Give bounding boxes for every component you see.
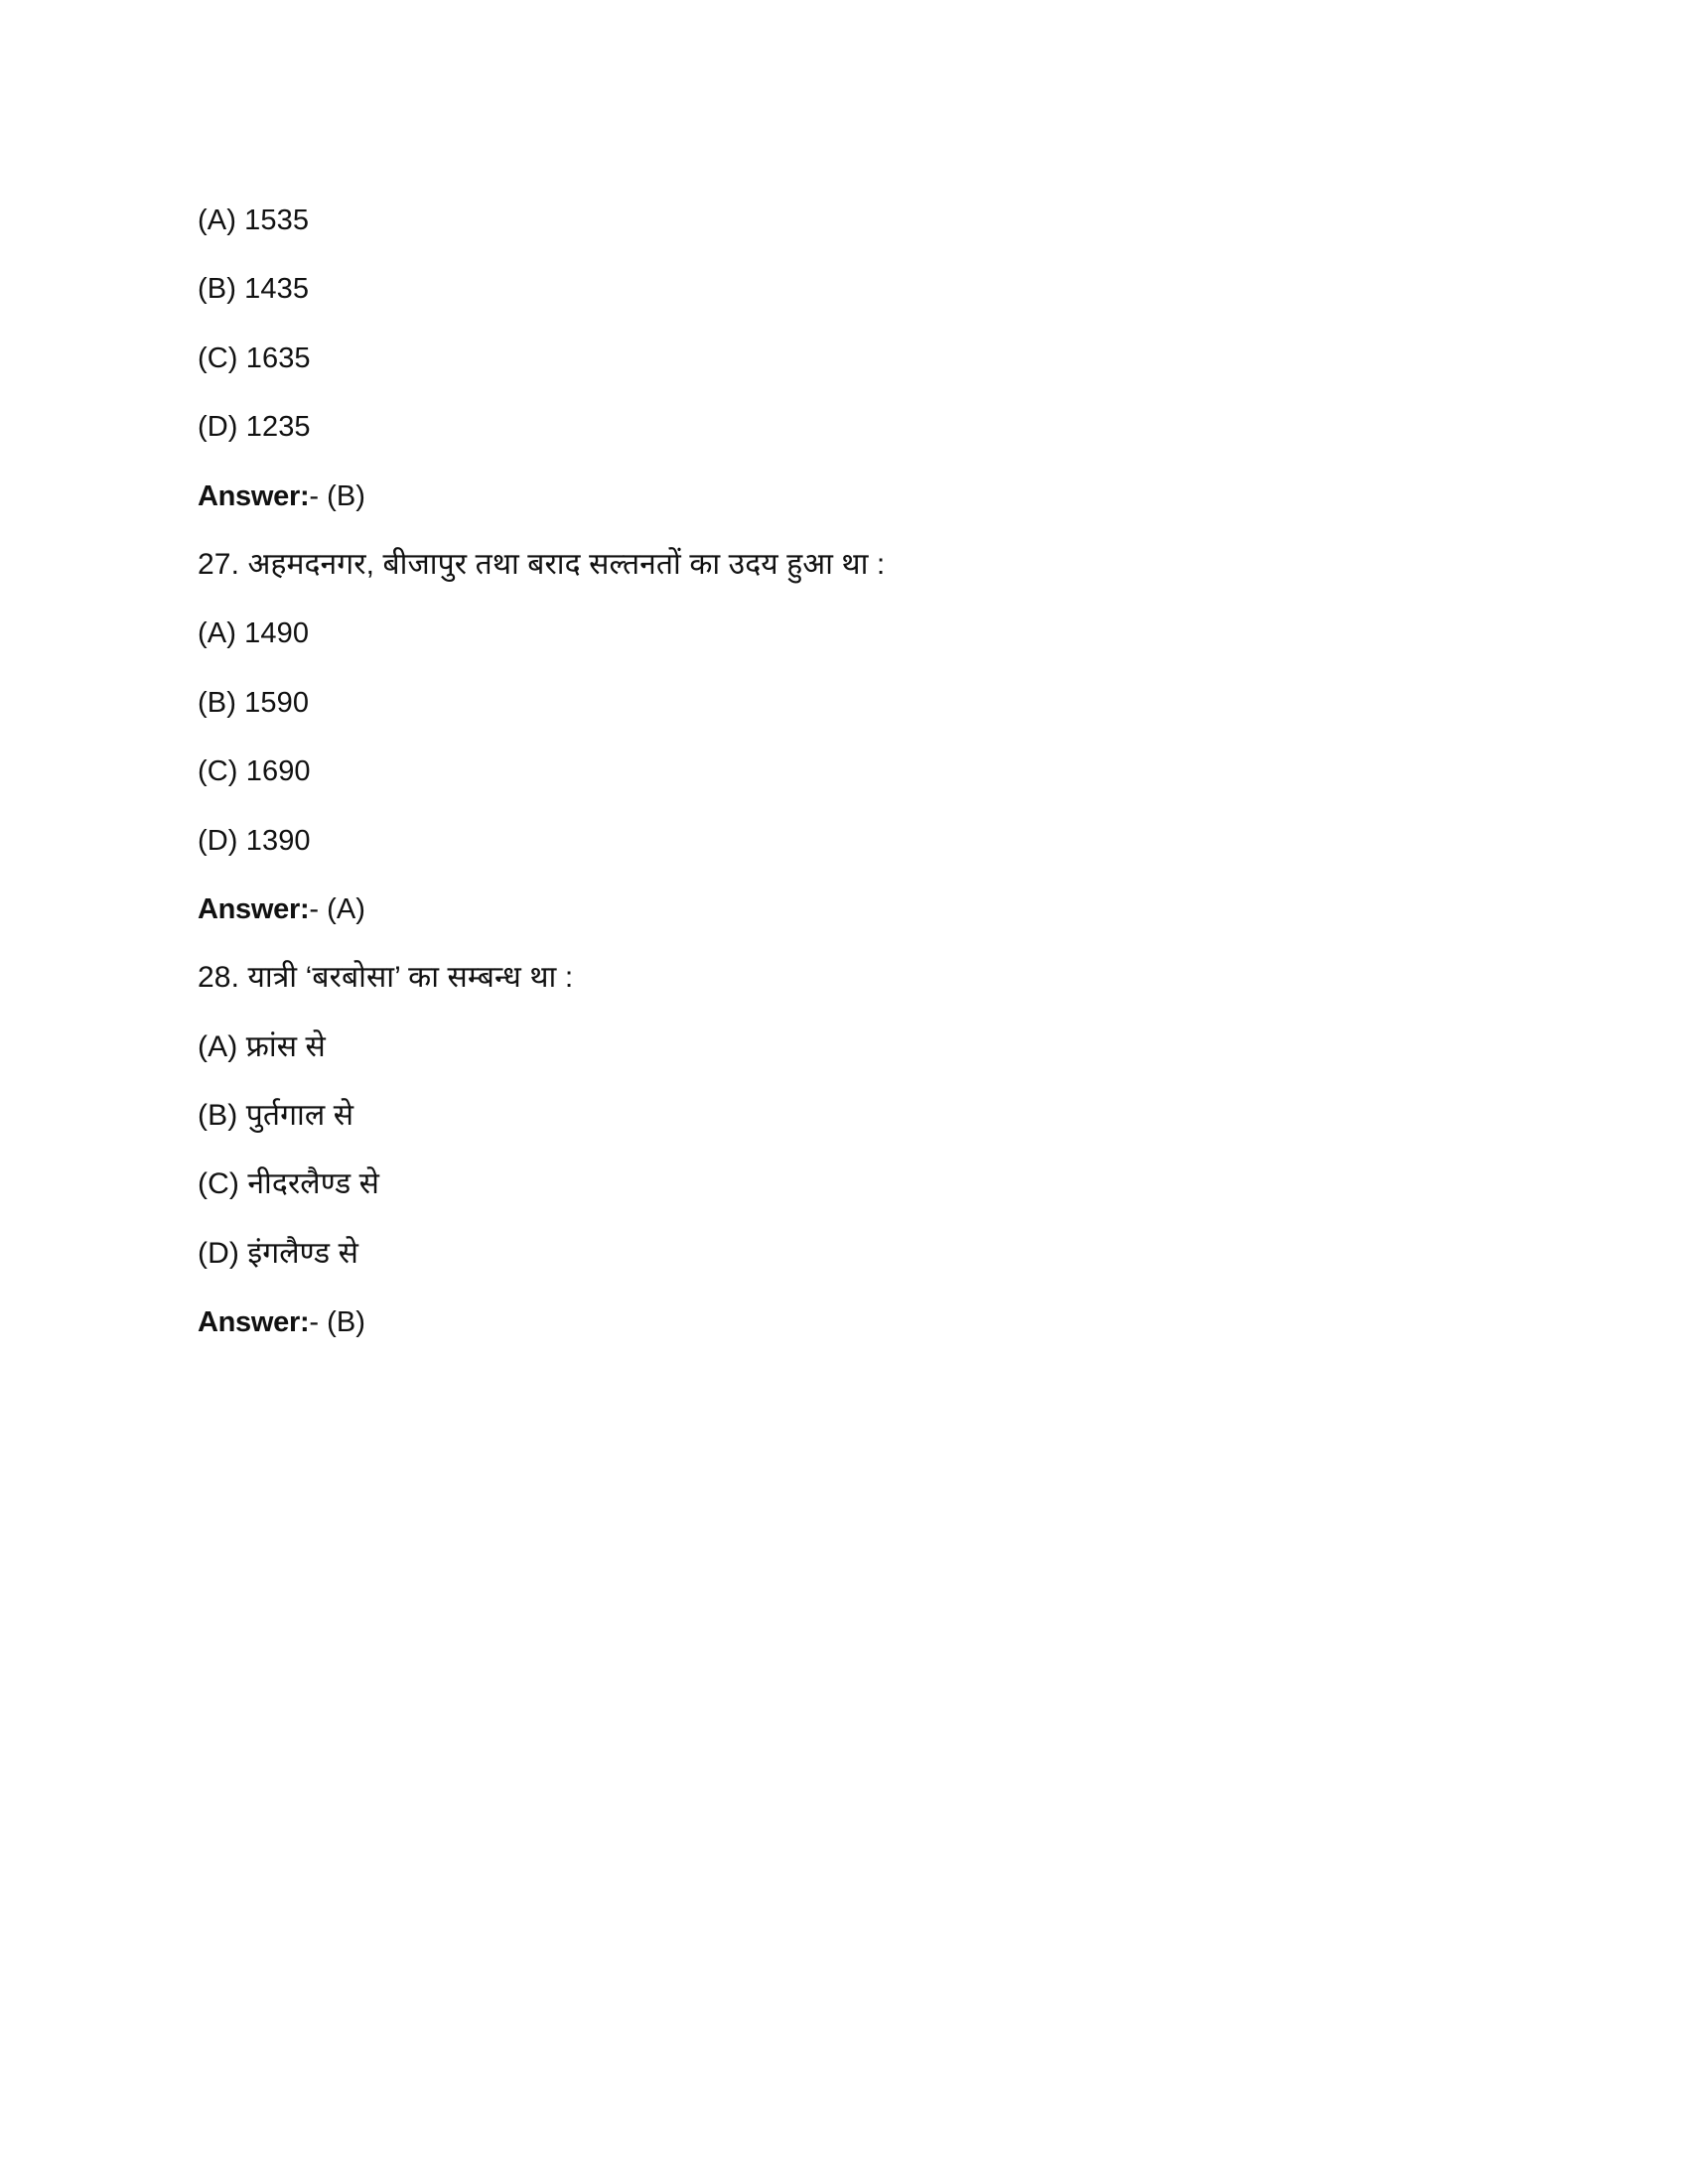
question-text: 28. यात्री ‘बरबोसा’ का सम्बन्ध था : xyxy=(198,961,574,995)
option-label: (C) xyxy=(198,1167,239,1201)
answer-value: (B) xyxy=(327,1306,366,1339)
question-text: 27. अहमदनगर, बीजापुर तथा बराद सल्तनतों का उदय हुआ था : xyxy=(198,547,886,581)
option-label: (D) xyxy=(198,824,238,857)
option-text: 1635 xyxy=(245,341,311,374)
option-text: इंगलैण्ड से xyxy=(247,1236,358,1270)
answer-separator: - xyxy=(309,892,320,925)
option-d xyxy=(198,1228,1488,1297)
option-label: (D) xyxy=(198,411,238,444)
option-d xyxy=(198,401,1488,470)
answer-line xyxy=(198,471,1488,539)
option-label: (A) xyxy=(198,1029,238,1063)
option-d xyxy=(198,815,1488,884)
option-b xyxy=(198,677,1488,746)
option-text: 1390 xyxy=(245,824,311,857)
answer-separator: - xyxy=(309,479,320,512)
answer-value: (A) xyxy=(327,892,366,925)
answer-label: Answer: xyxy=(198,479,310,512)
option-text: 1535 xyxy=(244,205,310,236)
answer-value: (B) xyxy=(327,479,366,512)
answer-line xyxy=(198,1297,1488,1365)
option-text: 1490 xyxy=(244,617,310,650)
option-label: (A) xyxy=(198,617,236,650)
option-c xyxy=(198,333,1488,401)
option-label: (B) xyxy=(198,686,236,719)
option-label: (B) xyxy=(198,273,236,306)
answer-label: Answer: xyxy=(198,1306,310,1339)
question-block-26 xyxy=(198,195,1488,539)
option-label: (A) xyxy=(198,205,236,236)
option-text: 1590 xyxy=(244,686,310,719)
option-a xyxy=(198,608,1488,676)
option-b xyxy=(198,263,1488,332)
option-label: (B) xyxy=(198,1099,238,1133)
question-block-28 xyxy=(198,952,1488,1365)
option-label: (D) xyxy=(198,1236,239,1270)
option-b xyxy=(198,1090,1488,1159)
option-text: फ्रांस से xyxy=(245,1029,326,1063)
option-a xyxy=(198,1022,1488,1090)
answer-separator: - xyxy=(309,1306,320,1339)
option-label: (C) xyxy=(198,755,238,788)
option-text: पुर्तगाल से xyxy=(245,1099,354,1133)
option-text: नीदरलैण्ड से xyxy=(247,1167,380,1201)
option-text: 1435 xyxy=(244,273,310,306)
option-text: 1690 xyxy=(245,755,311,788)
option-c xyxy=(198,746,1488,814)
document-page xyxy=(198,195,1488,1366)
option-a xyxy=(198,195,1488,263)
answer-line xyxy=(198,884,1488,952)
answer-label: Answer: xyxy=(198,892,310,925)
question-block-27 xyxy=(198,539,1488,952)
option-label: (C) xyxy=(198,341,238,374)
option-c xyxy=(198,1159,1488,1227)
option-text: 1235 xyxy=(245,411,311,444)
